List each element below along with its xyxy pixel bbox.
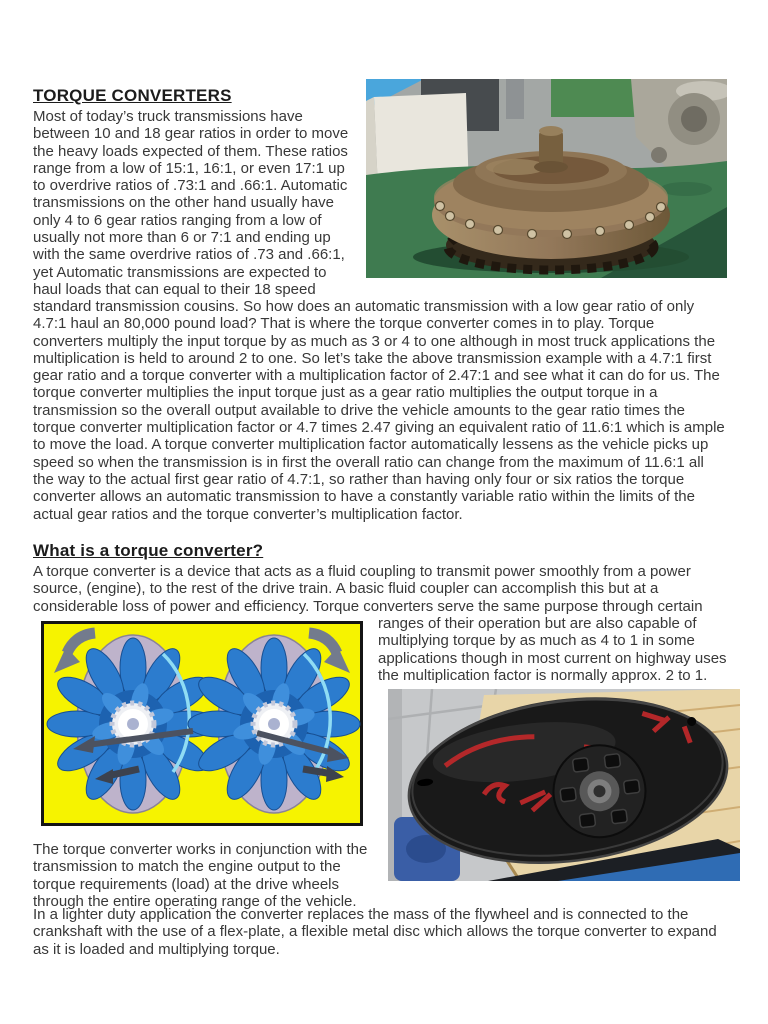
text-line: ranges of their operation but are also capable of: [378, 615, 697, 632]
text-line: considerable loss of power and efficiency. Torque converters serve the same purpose through certain: [33, 597, 703, 615]
text-line: between 10 and 18 gear ratios in order to move: [33, 125, 349, 143]
text-line: yet Automatic transmissions are expected to: [33, 263, 327, 281]
torque-converter-photo-art: [366, 79, 727, 278]
text-line: torque converter multiplication factor or 4.7 times 2.47 giving an equivalent ratio of 11.6:1 which is ample: [33, 419, 725, 437]
text-line: transmission to match the engine output to the: [33, 858, 341, 876]
text-line: source, (engine), to the rest of the drive train. A basic fluid coupler can accomplish this but at a: [33, 580, 659, 598]
text-line: haul loads that can equal to their 18 speed: [33, 280, 316, 298]
what-is-paragraph-full: [33, 563, 743, 615]
text-line: 4.7:1 haul an 80,000 pound load? That is where the torque converter comes in to play. Torque: [33, 315, 655, 333]
text-line: The torque converter works in conjunction with the: [33, 841, 368, 858]
text-line: the way to the actual first gear ratio of 4.7:1, so rather than having only four or six ratios the torque: [33, 470, 685, 488]
text-line: through the entire operating range of the vehicle.: [33, 892, 357, 910]
text-line: with the same overdrive ratios of .73 and .66:1,: [33, 246, 345, 264]
text-line: the multiplication factor is normally approx. 2 to 1.: [378, 666, 708, 684]
text-line: transmissions on the other hand usually have: [33, 194, 335, 212]
text-line: A torque converter is a device that acts as a fluid coupling to transmit power smoothly from a power: [33, 563, 691, 580]
text-line: crankshaft with the use of a flex-plate, a flexible metal disc which allows the torque converter to expand: [33, 923, 717, 941]
text-line: as it is loaded and multiplying torque.: [33, 940, 280, 958]
text-line: In a lighter duty application the converter replaces the mass of the flywheel and is connected to the: [33, 906, 689, 923]
text-line: the heavy loads expected of them. These ratios: [33, 142, 348, 160]
impeller-turbine-diagram: [41, 621, 363, 826]
text-line: standard transmission cousins. So how does an automatic transmission with a low gear ratio of only: [33, 298, 695, 315]
text-line: transmission so the overall output available to drive the vehicle amounts to the gear ratio times the: [33, 401, 686, 419]
text-line: converter allows an automatic transmission to have a constantly variable ratio within the limits of the: [33, 488, 695, 506]
text-line: only 4 to 6 gear ratios ranging from a low of: [33, 211, 322, 229]
text-line: usually not more than 6 or 7:1 and ending up: [33, 229, 331, 247]
operation-paragraph-full: [33, 906, 743, 958]
impeller-turbine-diagram-art: [41, 621, 363, 826]
text-line: range from a low of 15:1, 16:1, or even 17:1 up: [33, 159, 345, 177]
flex-plate-photo-art: [388, 689, 740, 881]
text-line: torque converter multiplies the input torque just as a gear ratio multiplies the output torque in a: [33, 384, 658, 402]
intro-paragraph-narrow: [33, 108, 369, 298]
text-line: gear ratio and a torque converter with a multiplication factor of 2.47:1 and see what it can do for us. The: [33, 367, 720, 385]
text-line: converters multiply the input torque by as much as 3 or 4 to one although in most truck applications the: [33, 332, 716, 350]
what-is-paragraph-beside-diagram: [378, 615, 743, 684]
text-line: to move the load. A torque converter multiplication factor automatically lessens as the vehicle picks up: [33, 436, 709, 454]
text-line: Most of today’s truck transmissions have: [33, 108, 303, 125]
text-line: applications though in most current on highway uses: [378, 649, 727, 667]
flex-plate-photo: [388, 689, 740, 881]
torque-converter-photo: [366, 79, 727, 278]
operation-paragraph-beside-photo: [33, 841, 388, 910]
text-line: actual gear ratios and the torque converter’s multiplication factor.: [33, 505, 463, 523]
text-line: multiplication is held to around 2 to one. So let’s take the above transmission example with a 4.7:1 first: [33, 349, 712, 367]
intro-title: TORQUE CONVERTERS: [33, 86, 232, 105]
text-line: torque requirements (load) at the drive wheels: [33, 875, 339, 893]
intro-paragraph-full: [33, 298, 743, 523]
text-line: multiplying torque by as much as 4 to 1 in some: [378, 632, 695, 650]
what-is-title: What is a torque converter?: [33, 541, 264, 560]
text-line: to overdrive ratios of .73:1 and .66:1. Automatic: [33, 177, 348, 195]
text-line: speed so when the transmission is in first the overall ratio can change from the maximum of 11.6:1 all: [33, 453, 704, 471]
